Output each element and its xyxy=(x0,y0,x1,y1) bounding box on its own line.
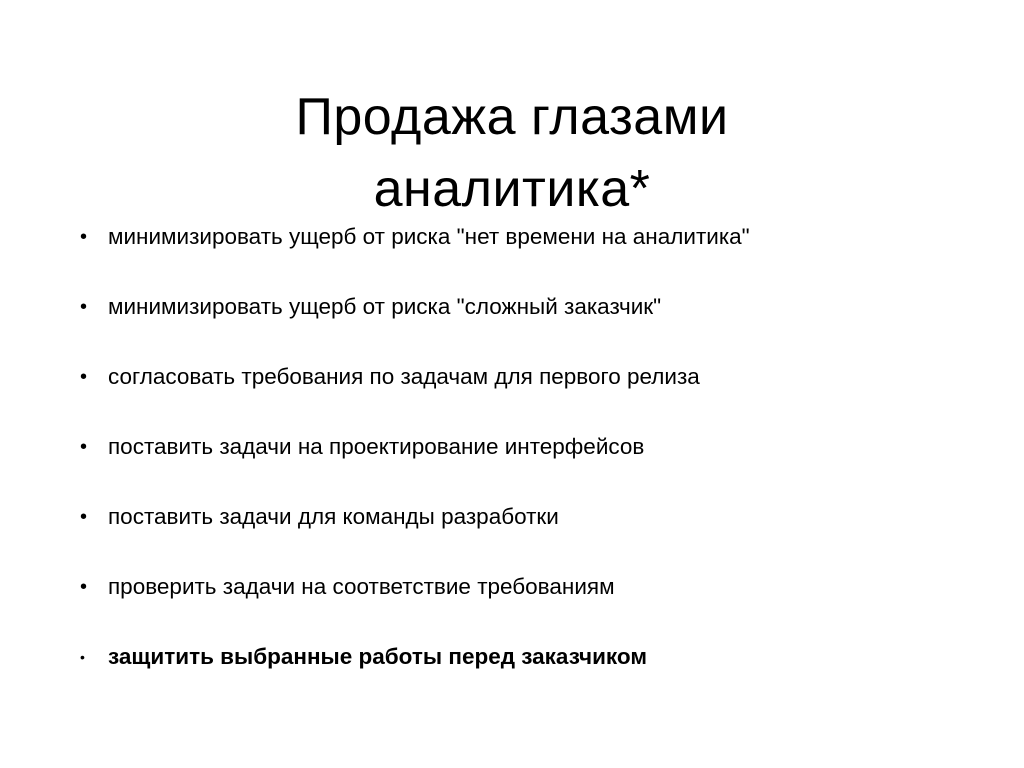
bullet-text: минимизировать ущерб от риска "сложный заказчик" xyxy=(108,294,662,319)
bullet-text: минимизировать ущерб от риска "нет времени на аналитика" xyxy=(108,224,750,249)
bullet-item xyxy=(80,432,980,462)
slide-title-line-1: Продажа глазами xyxy=(295,87,729,146)
bullet-text: поставить задачи на проектирование интерфейсов xyxy=(108,434,645,459)
bullet-item xyxy=(80,362,980,392)
bullet-dot-icon: • xyxy=(80,296,88,318)
bullet-text: поставить задачи для команды разработки xyxy=(108,504,559,529)
bullet-dot-icon: • xyxy=(80,226,88,248)
slide-title-line-2: аналитика* xyxy=(373,159,651,218)
bullet-item xyxy=(80,572,980,602)
bullet-text: проверить задачи на соответствие требованиям xyxy=(108,574,615,599)
bullet-text: защитить выбранные работы перед заказчиком xyxy=(108,644,647,669)
bullet-item-highlighted xyxy=(80,642,980,672)
bullet-dot-icon: • xyxy=(80,436,88,458)
bullet-dot-icon: • xyxy=(80,649,85,665)
bullet-dot-icon: • xyxy=(80,576,88,598)
bullet-list xyxy=(80,222,980,712)
bullet-item xyxy=(80,222,980,252)
bullet-item xyxy=(80,502,980,532)
bullet-dot-icon: • xyxy=(80,366,88,388)
bullet-text: согласовать требования по задачам для первого релиза xyxy=(108,364,700,389)
bullet-dot-icon: • xyxy=(80,506,88,528)
bullet-item xyxy=(80,292,980,322)
slide-title xyxy=(0,87,1024,219)
